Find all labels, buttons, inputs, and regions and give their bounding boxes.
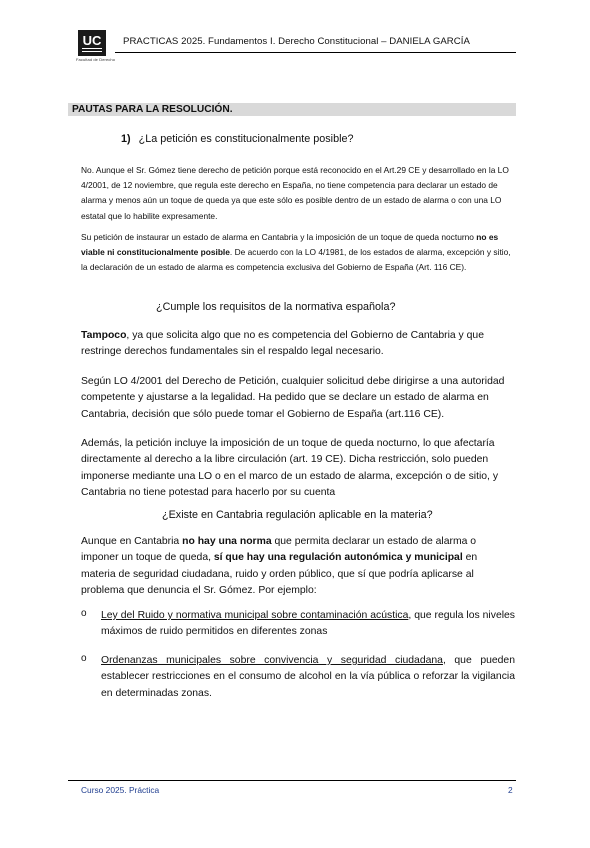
paragraph-6 [81,534,513,600]
paragraph-6-bold-2: sí que hay una regulación autonómica y municipal [213,552,463,564]
list-item [101,653,515,702]
bullet-marker: o [81,653,87,664]
paragraph-2-bold: no es viable ni constitucionalmente posible [81,232,499,258]
paragraph-6-a: Aunque en Cantabria [81,536,183,547]
footer-rule [68,780,516,781]
list-item-link[interactable]: Ley del Ruido y normativa municipal sobre contaminación acústica [101,610,409,621]
paragraph-6-bold-1: no hay una norma [182,536,272,547]
paragraph-2 [81,230,513,276]
paragraph-1: No. Aunque el Sr. Gómez tiene derecho de petición porque está reconocido en el Art.29 CE y desarrollado en la LO 4/2001, de 12 noviembre, que regula este derecho en España, no tiene competencia para declarar un estado de alarma y menos aún un toque de queda ya que este sólo es posible dentro de un estado de alarma o con una LO estatal que lo habilite expresamente. [81,165,509,221]
bullet-marker: o [81,608,87,619]
paragraph-6-c: que permita declarar un estado de alarma o imponer un toque de queda, [81,536,477,564]
question-1-text: ¿La petición es constitucionalmente posible? [138,133,354,145]
paragraph-6-e: en materia de seguridad ciudadana, ruido y orden público, que sí que podría aplicarse al problema que denuncia el Sr. Gómez. Por ejemplo: [81,552,478,597]
paragraph-2-c: . De acuerdo con la LO 4/1981, de los estados de alarma, excepción y sitio, la declaración de un estado de alarma es competencia exclusiva del Gobierno de España (Art. 116 CE). [81,247,511,273]
question-2: ¿Cumple los requisitos de la normativa española? [156,301,396,313]
paragraph-3-b: , ya que solicita algo que no es competencia del Gobierno de Cantabria y que restringe derechos fundamentales sin el respaldo legal necesario. [81,330,484,358]
list-item [101,608,515,641]
logo-subtitle: Facultad de Derecho [76,57,116,62]
paragraph-3 [81,328,513,361]
header-title: PRACTICAS 2025. Fundamentos I. Derecho Constitucional – DANIELA GARCÍA [123,36,470,47]
question-1-number: 1) [121,133,131,145]
paragraph-5: Además, la petición incluye la imposición de un toque de queda nocturno, lo que afectaría directamente al derecho a la libre circulación (art. 19 CE). Dicha restricción, solo pueden imponerse mediante una LO o en el marco de un estado de alarma, excepción o de sitio, y Cantabria no tiene potestad para hacerlo por su cuenta [81,438,499,499]
list-item-text: , que regula los niveles máximos de ruido permitidos en diferentes zonas [101,610,515,638]
paragraph-3-bold: Tampoco [81,330,127,341]
list-item-link[interactable]: Ordenanzas municipales sobre convivencia y seguridad ciudadana [101,655,443,666]
list-item-text: , que pueden establecer restricciones en el consumo de alcohol en la vía pública o reforzar la vigilancia en determinadas zonas. [101,655,515,699]
page-number: 2 [508,785,513,795]
header-rule [115,52,516,53]
paragraph-4: Según LO 4/2001 del Derecho de Petición, cualquier solicitud debe dirigirse a una autoridad competente y ajustarse a la legalidad. Ha pedido que se declare un estado de alarma en Cantabria, decisión que sólo puede tomar el Gobierno de España (art.116 CE). [81,376,505,420]
question-1 [121,133,353,145]
footer-course: Curso 2025. Práctica [81,785,160,795]
university-logo [78,30,106,56]
section-title: PAUTAS PARA LA RESOLUCIÓN. [72,104,233,115]
logo-text: UC [82,33,102,48]
question-3: ¿Existe en Cantabria regulación aplicable en la materia? [162,509,433,521]
paragraph-2-a: Su petición de instaurar un estado de alarma en Cantabria y la imposición de un toque de queda nocturno [81,232,477,242]
